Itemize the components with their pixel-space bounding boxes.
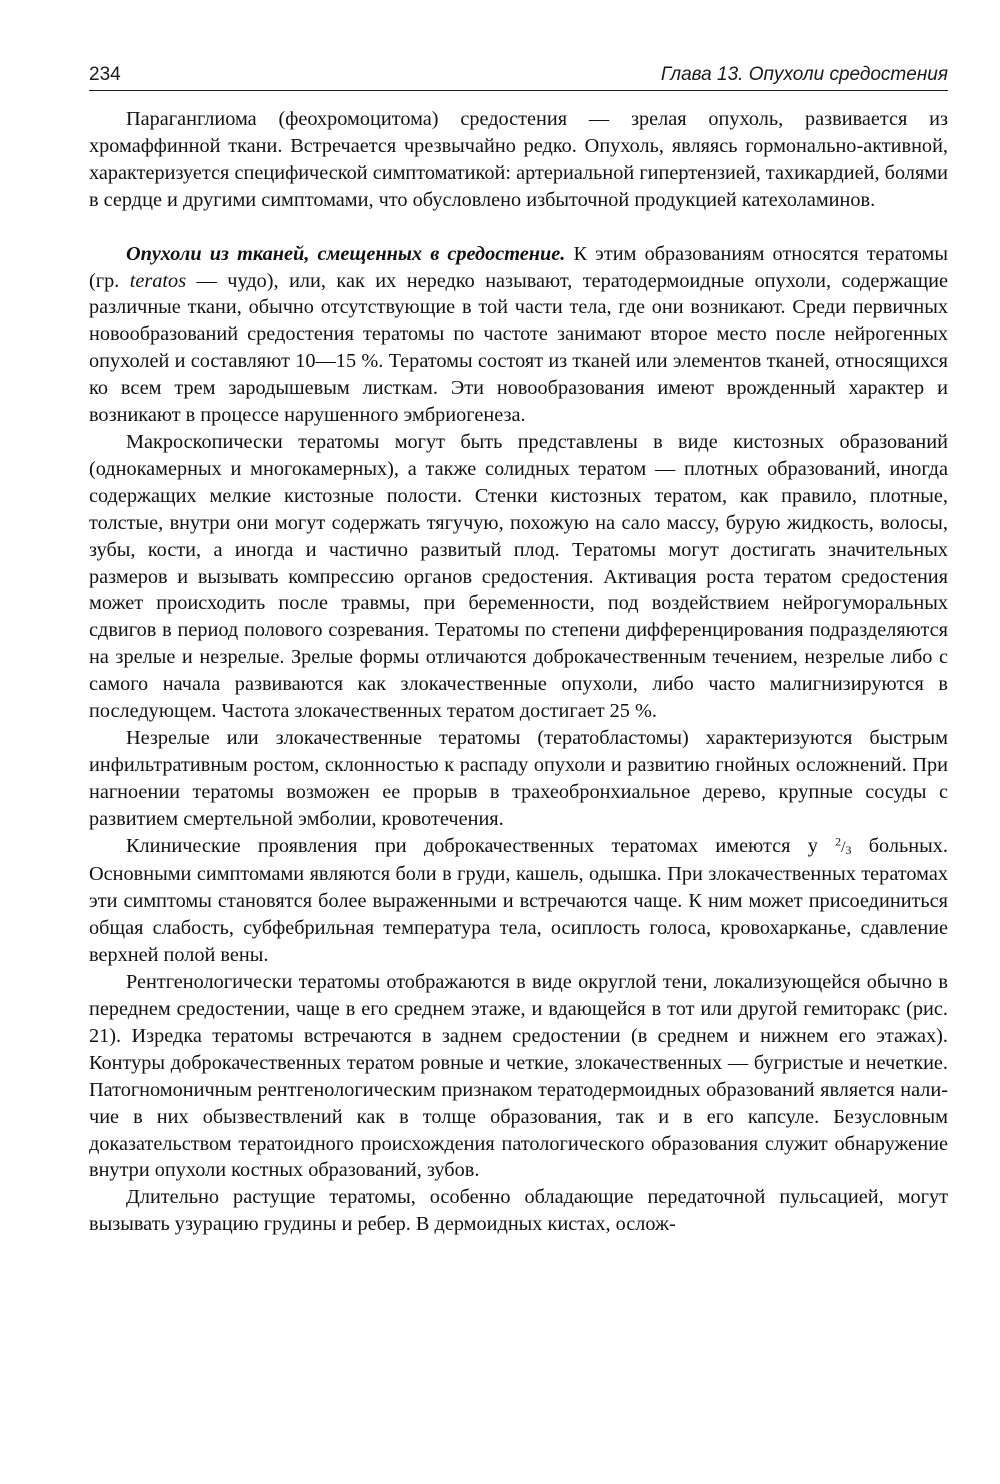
paragraph-text: Клинические проявления при доброкачественных тератомах имеются у — [126, 834, 836, 857]
paragraph-malignant-teratomas: Незрелые или злокачественные тератомы (тератобластомы) характеризуются быстрым инфильтративным ростом, склонностью к распаду опухоли и развитию гнойных осложнений. При нагноении тератомы возможен ее прорыв в трахеобронхиальное дерево, крупные сосуды с развитием смертельной эмболии, кровотечения. — [89, 726, 948, 830]
paragraph-text: больных. Основными симптомами являются боли в груди, кашель, одышка. При злокачественных тератомах эти симптомы становятся более выраженными и встречаются чаще. К ним может присоединиться общая слабость, субфебрильная температура тела, осиплость голоса, кровохарканье, сдавление верхней полой вены. — [89, 834, 948, 967]
running-header — [89, 56, 948, 86]
paragraph-teratoma-intro — [89, 241, 948, 429]
paragraph-text: К этим образованиям относятся тератомы (гр. — [89, 242, 948, 292]
fraction-denominator: 3 — [845, 842, 852, 857]
header-rule — [89, 90, 948, 91]
chapter-title: Глава 13. Опухоли средостения — [660, 64, 948, 85]
section-heading: Опухоли из тканей, смещенных в средостение. — [126, 242, 566, 265]
paragraph-long-growing: Длительно растущие тератомы, особенно обладающие передаточной пульсацией, могут вызывать узурацию грудины и ребер. В дермоидных кистах, ослож- — [89, 1186, 948, 1236]
paragraph-clinical-signs — [89, 833, 948, 970]
paragraph-radiology: Рентгенологически тератомы отображаются в виде округлой тени, локализующейся обычно в переднем средостении, чаще в его среднем этаже, и вдающейся в тот или другой гемиторакс (рис. 21). Изредка тератомы встречаются в заднем средостении (в среднем и нижнем его этажах). Контуры доброкачественных тератом ровные и четкие, злокачественных — бугристые и нечеткие. Патогномоничным рентгенологическим признаком тератодермоидных образований является наличие в них обызвествлений как в толще образования, так и в его капсуле. Безусловным доказательством тератоидного происхождения патологического образования служит обнаружение внутри опухоли костных образований, зубов. — [89, 971, 948, 1182]
page-number: 234 — [89, 64, 121, 85]
paragraph-macroscopy: Макроскопически тератомы могут быть представлены в виде кистозных образований (однокамерных и многокамерных), а также солидных тератом — плотных образований, иногда содержащих мелкие кистозные полости. Стенки кистозных тератом, как правило, плотные, толстые, внутри они могут содержать тягучую, похожую на сало массу, бурую жидкость, волосы, зубы, кости, а иногда и частично развитый плод. Тератомы могут достигать значительных размеров и вызывать компрессию органов средостения. Активация роста тератом средостения может происходить после травмы, при беременности, под воздействием нейрогуморальных сдвигов в период полового созревания. Тератомы по степени дифференцирования подразделяются на зрелые и незрелые. Зрелые формы отличаются доброкачественным течением, незрелые либо с самого начала развиваются как злокачественные опухоли, либо часто малигнизируются в последующем. Частота злокачественных тератом достигает 25 %. — [89, 430, 948, 723]
fraction: $^2/_3$ — [835, 834, 852, 857]
latin-term: teratos — [129, 269, 187, 292]
fraction-numerator: 2 — [835, 834, 842, 849]
paragraph-text: — чудо), или, как их нередко называют, тератодермоидные опухоли, содержащие различные ткани, обычно отсутствующие в той части тела, где они возникают. Среди первичных новообразований средостения тератомы по частоте занимают второе место после нейрогенных опухолей и составляют 10—15 %. Тератомы состоят из тканей или элементов тканей, относящихся ко всем трем зародышевым листкам. Эти новообразования имеют врожденный характер и возникают в процессе нарушенного эмбриогенеза. — [89, 269, 949, 427]
page-body — [89, 106, 948, 1238]
paragraph-paraganglioma: Параганглиома (феохромоцитома) средостения — зрелая опухоль, развивается из хромаффинной ткани. Встречается чрезвычайно редко. Опухоль, являясь гормонально-активной, характеризуется специфической симптоматикой: артериальной гипертензией, тахикардией, болями в сердце и другими симптомами, что обусловлено избыточной продукцией катехоламинов. — [89, 108, 948, 211]
